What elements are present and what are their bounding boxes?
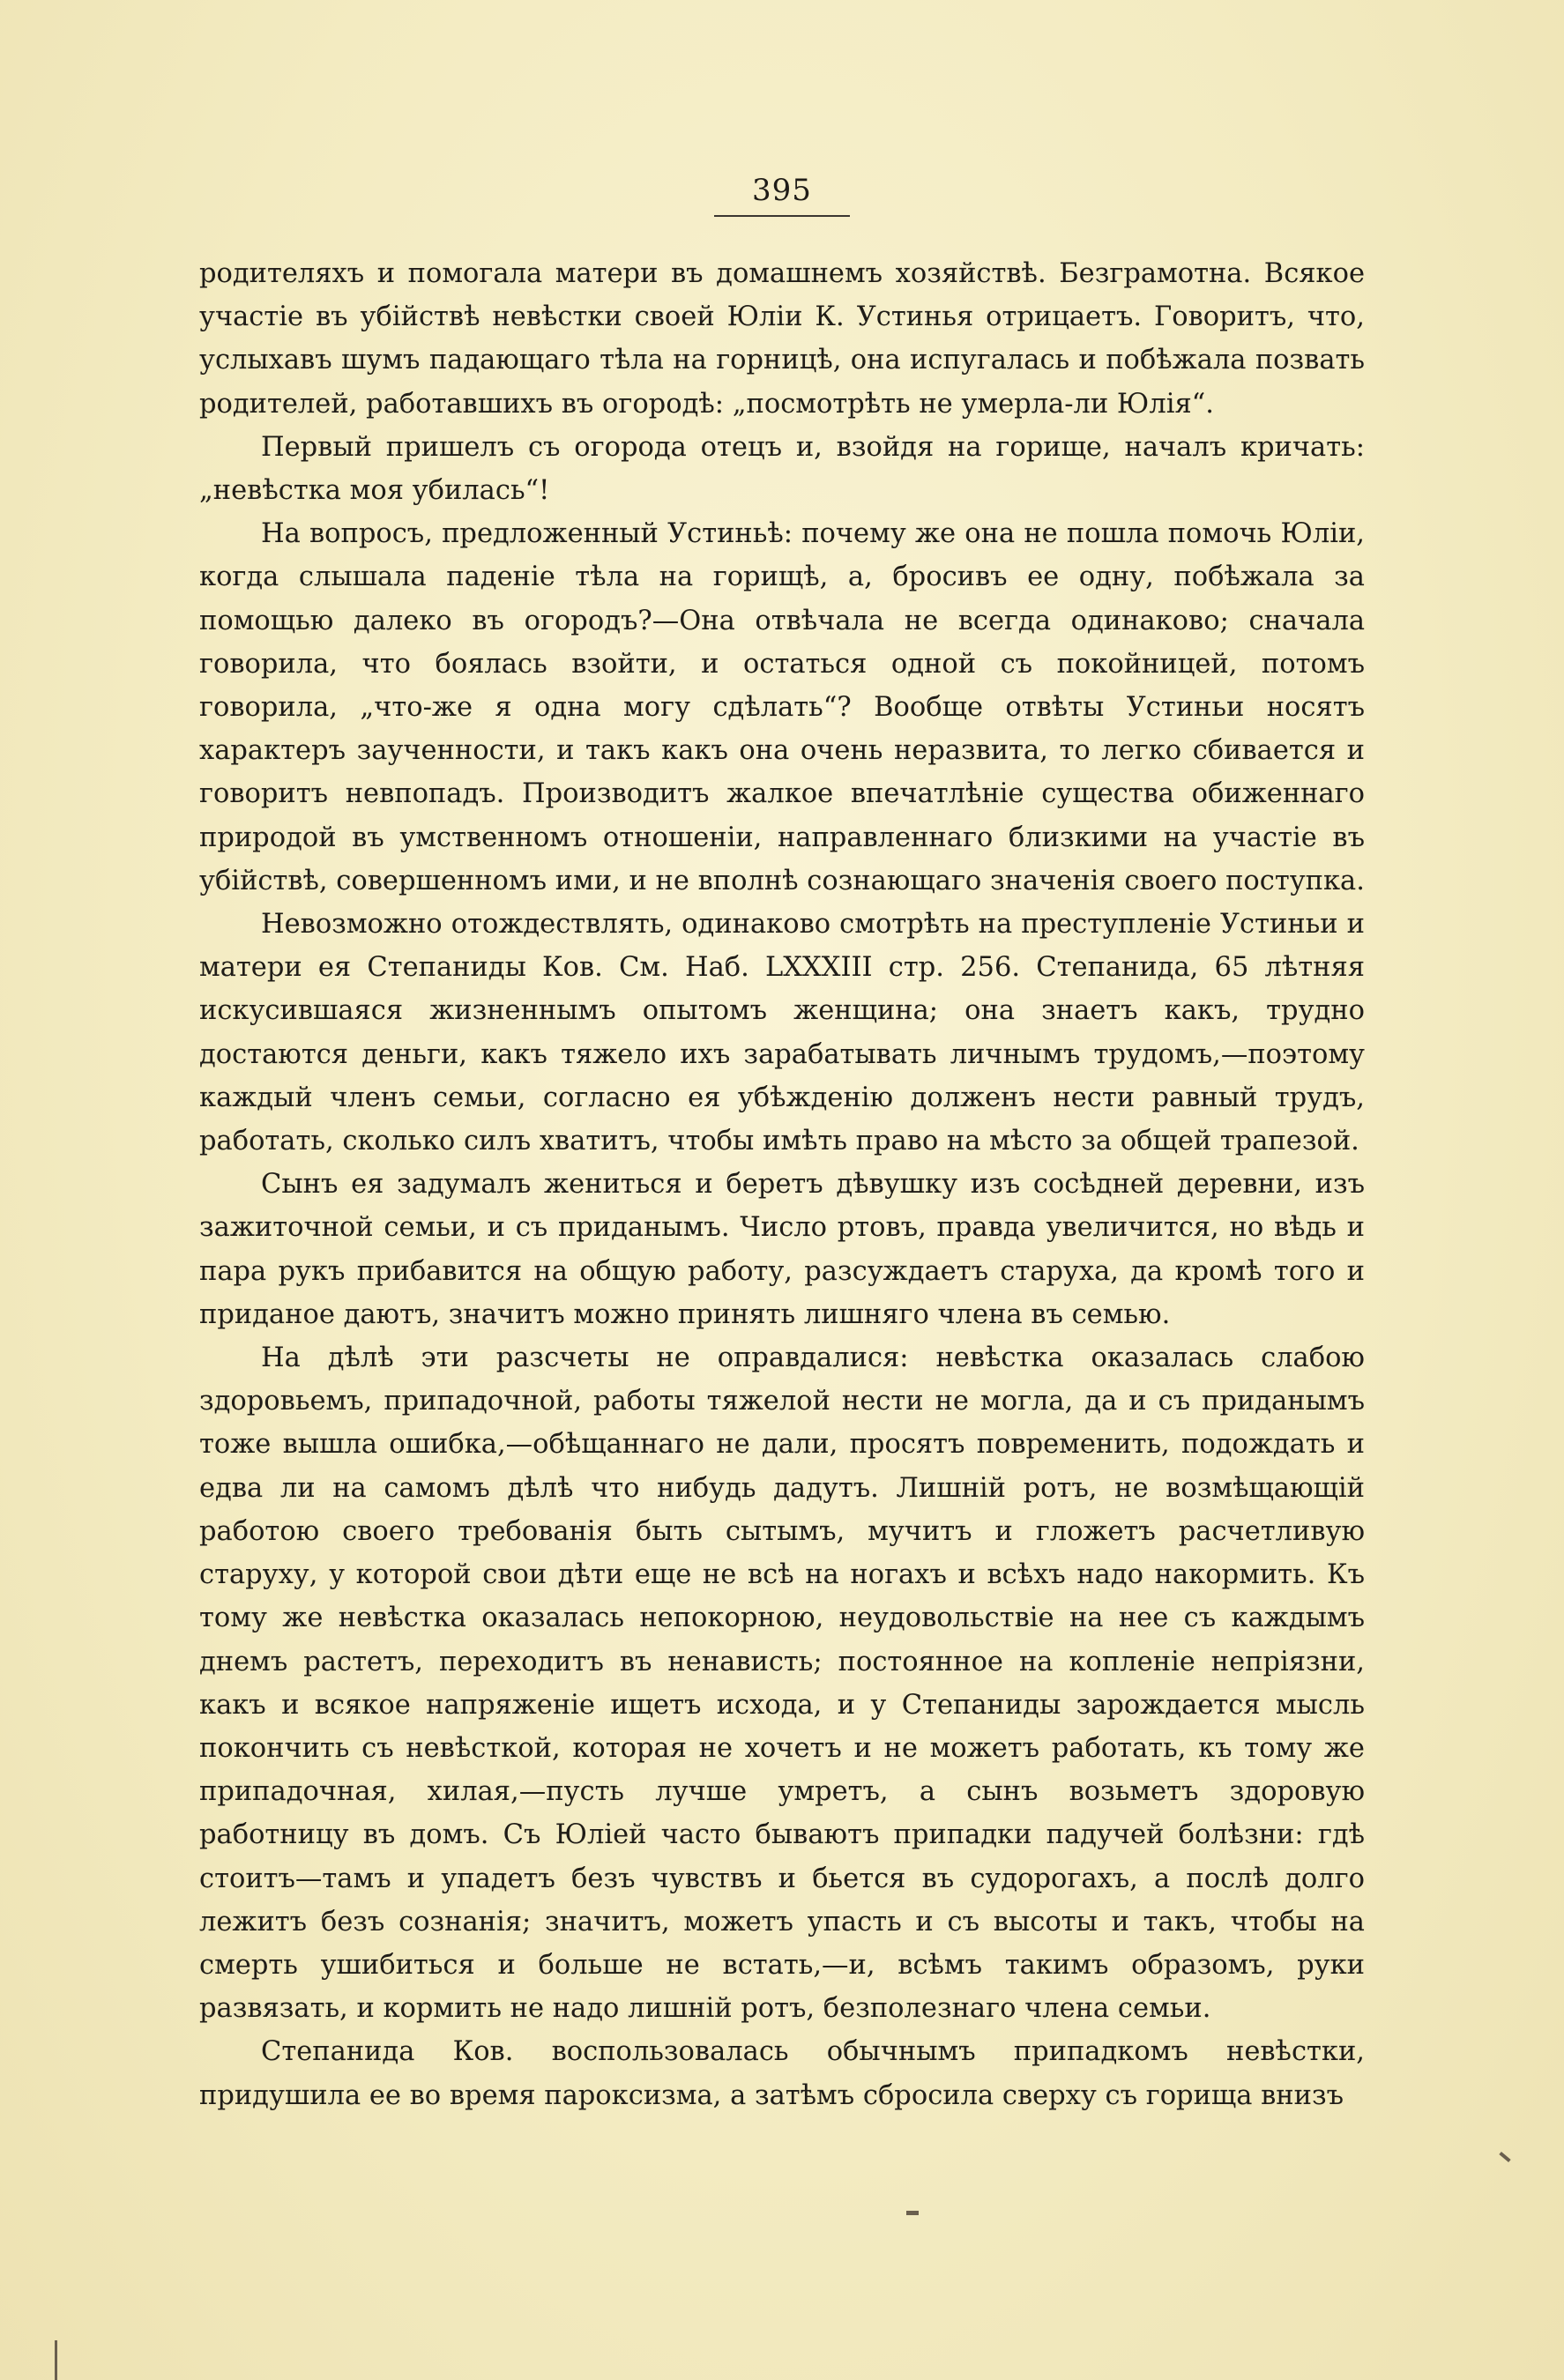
paragraph: На дѣлѣ эти разсчеты не оправдалися: невѣстка оказалась слабою здоровьемъ, припадочной, работы тяжелой нести не могла, да и съ приданымъ тоже вышла ошибка,—обѣщаннаго не дали, просятъ повременить, подождать и едва ли на самомъ дѣлѣ что нибудь дадутъ. Лишній ротъ, не возмѣщающій работою своего требованія быть сытымъ, мучитъ и гложетъ расчетливую старуху, у которой свои дѣти еще не всѣ на ногахъ и всѣхъ надо накормить. Къ тому же невѣстка оказалась непокорною, неудовольствіе на нее съ каждымъ днемъ растетъ, переходитъ въ ненависть; постоянное на копленіе непріязни, какъ и всякое напряженіе ищетъ исхода, и у Степаниды зарождается мысль покончить съ невѣсткой, которая не хочетъ и не можетъ работать, къ тому же припадочная, хилая,—пусть лучше умретъ, а сынъ возьметъ здоровую работницу въ домъ. Съ Юліей часто бываютъ припадки падучей болѣзни: гдѣ стоитъ—тамъ и упадетъ безъ чувствъ и бьется въ судорогахъ, а послѣ долго лежитъ безъ сознанія; значитъ, можетъ упасть и съ высоты и такъ, чтобы на смерть ушибиться и больше не встать,—и, всѣмъ такимъ образомъ, руки развязать, и кормить не надо лишній ротъ, безполезнаго члена семьи. xyxy=(199,1342,1365,2025)
scan-edge-mark xyxy=(55,2340,57,2380)
paragraph: На вопросъ, предложенный Устиньѣ: почему же она не пошла помочь Юліи, когда слышала паденіе тѣла на горищѣ, а, бросивъ ее одну, побѣжала за помощью далеко въ огородъ?—Она отвѣчала не всегда одинаково; сначала говорила, что боялась взойти, и остаться одной съ покойницей, потомъ говорила, „что-же я одна могу сдѣлать“? Вообще отвѣты Устиньи носятъ характеръ заученности, и такъ какъ она очень неразвита, то легко сбивается и говоритъ невпопадъ. Производитъ жалкое впечатлѣніе существа обиженнаго природой въ умственномъ отношеніи, направленнаго близкими на участіе въ убійствѣ, совершенномъ ими, и не вполнѣ сознающаго значенія своего поступка. xyxy=(199,518,1365,896)
scan-speck xyxy=(906,2211,919,2215)
page-number: 395 xyxy=(752,173,812,208)
body-text xyxy=(199,252,1365,2117)
paragraph: Сынъ ея задумалъ жениться и беретъ дѣвушку изъ сосѣдней деревни, изъ зажиточной семьи, и съ приданымъ. Число ртовъ, правда увеличится, но вѣдь и пара рукъ прибавится на общую работу, разсуждаетъ старуха, да кромѣ того и приданое даютъ, значитъ можно принять лишняго члена въ семью. xyxy=(199,1169,1365,1330)
paragraph: Степанида Ков. воспользовалась обычнымъ припадкомъ невѣстки, придушила ее во время пароксизма, а затѣмъ сбросила сверху съ горища внизъ xyxy=(199,2036,1365,2111)
paragraph: Первый пришелъ съ огорода отецъ и, взойдя на горище, началъ кричать: „невѣстка моя убилась“! xyxy=(199,431,1365,507)
paragraph: Невозможно отождествлять, одинаково смотрѣть на преступленіе Устиньи и матери ея Степаниды Ков. См. Наб. LXXXIII стр. 256. Степанида, 65 лѣтняя искусившаяся жизненнымъ опытомъ женщина; она знаетъ какъ, трудно достаются деньги, какъ тяжело ихъ зарабатывать личнымъ трудомъ,—поэтому каждый членъ семьи, согласно ея убѣжденію долженъ нести равный трудъ, работать, сколько силъ хватитъ, чтобы имѣть право на мѣсто за общей трапезой. xyxy=(199,909,1365,1157)
paragraph: родителяхъ и помогала матери въ домашнемъ хозяйствѣ. Безграмотна. Всякое участіе въ убійствѣ невѣстки своей Юліи К. Устинья отрицаетъ. Говоритъ, что, услыхавъ шумъ падающаго тѣла на горницѣ, она испугалась и побѣжала позвать родителей, работавшихъ въ огородѣ: „посмотрѣть не умерла-ли Юлія“. xyxy=(199,258,1365,420)
page-number-rule xyxy=(714,215,850,217)
scan-speck xyxy=(1499,2152,1510,2162)
